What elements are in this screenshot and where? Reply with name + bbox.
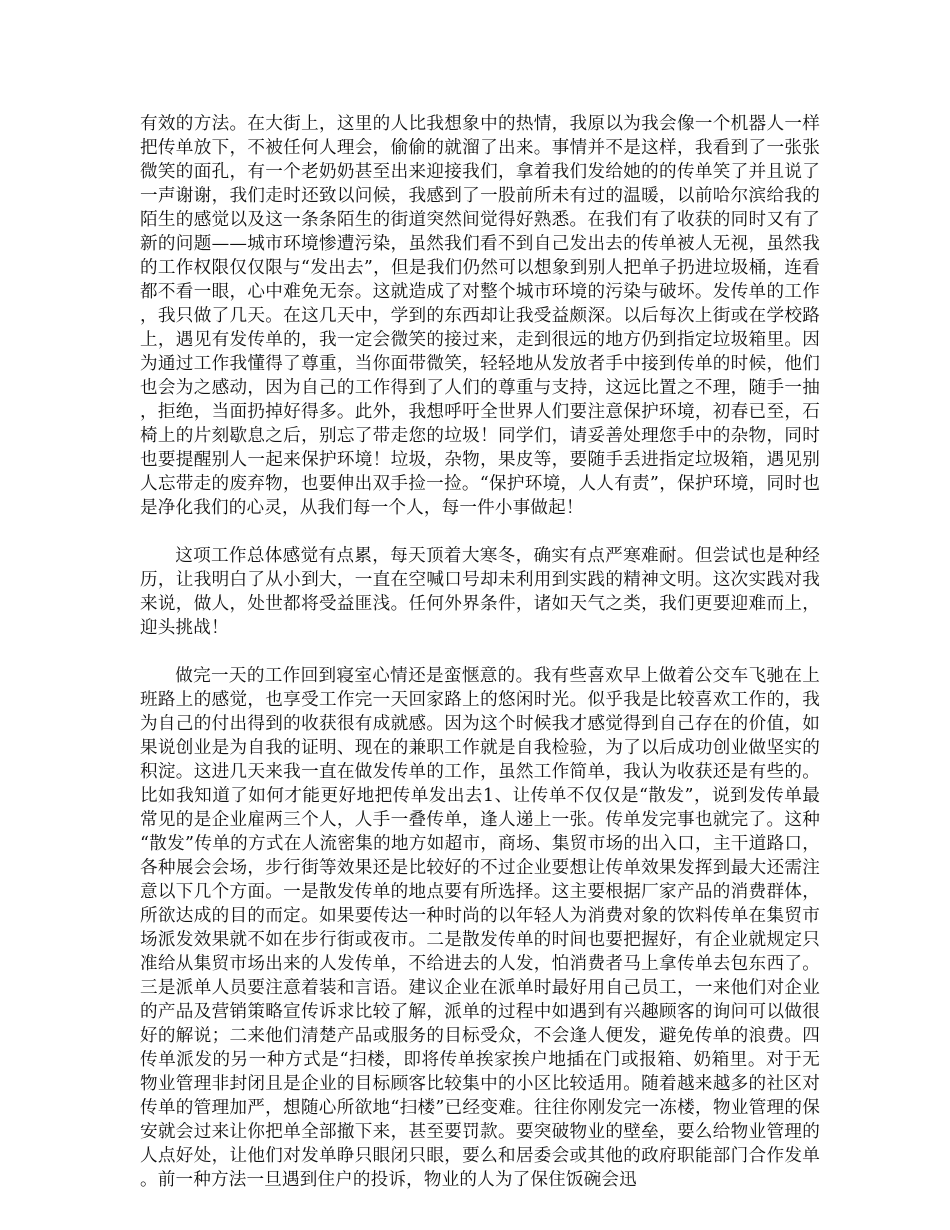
paragraph-1: 有效的方法。在大街上，这里的人比我想象中的热情，我原以为我会像一个机器人一样把传单放下，不被任何人理会，偷偷的就溜了出来。事情并不是这样，我看到了一张张微笑的面孔，有一个老奶奶甚至出来迎接我们，拿着我们发给她的的传单笑了并且说了一声谢谢，我们走时还致以问候，我感到了一股前所未有过的温暖，以前哈尔滨给我的陌生的感觉以及这一条条陌生的街道突然间觉得好熟悉。在我们有了收获的同时又有了新的问题——城市环境惨遭污染，虽然我们看不到自己发出去的传单被人无视，虽然我的工作权限仅仅限与“发出去”，但是我们仍然可以想象到别人把单子扔进垃圾桶，连看都不看一眼，心中难免无奈。这就造成了对整个城市环境的污染与破坏。发传单的工作，我只做了几天。在这几天中，学到的东西却让我受益颇深。以后每次上街或在学校路上，遇见有发传单的，我一定会微笑的接过来，走到很远的地方仍到指定垃圾箱里。因为通过工作我懂得了尊重，当你面带微笑，轻轻地从发放者手中接到传单的时候，他们也会为之感动，因为自己的工作得到了人们的尊重与支持，这远比置之不理，随手一抽，拒绝，当面扔掉好得多。此外，我想呼吁全世界人们要注意保护环境，初春已至，石椅上的片刻歇息之后，别忘了带走您的垃圾！同学们，请妥善处理您手中的杂物，同时也要提醒别人一起来保护环境！垃圾，杂物，果皮等，要随手丢进指定垃圾箱，遇见别人忘带走的废弃物，也要伸出双手捡一捡。“保护环境，人人有责”，保护环境，同时也是净化我们的心灵，从我们每一个人，每一件小事做起！	[140, 114, 820, 518]
paragraph-3: 做完一天的工作回到寝室心情还是蛮惬意的。我有些喜欢早上做着公交车飞驰在上班路上的感觉，也享受工作完一天回家路上的悠闲时光。似乎我是比较喜欢工作的，我为自己的付出得到的收获很有成就感。因为这个时候我才感觉得到自己存在的价值，如果说创业是为自我的证明、现在的兼职工作就是自我检验，为了以后成功创业做坚实的积淀。这进几天来我一直在做发传单的工作，虽然工作简单，我认为收获还是有些的。比如我知道了如何才能更好地把传单发出去1、让传单不仅仅是“散发”，说到发传单最常见的是企业雇两三个人，人手一叠传单，逢人递上一张。传单发完事也就完了。这种“散发”传单的方式在人流密集的地方如超市，商场、集贸市场的出入口，主干道路口，各种展会会场，步行街等效果还是比较好的不过企业要想让传单效果发挥到最大还需注意以下几个方面。一是散发传单的地点要有所选择。这主要根据厂家产品的消费群体，所欲达成的目的而定。如果要传达一种时尚的以年轻人为消费对象的饮料传单在集贸市场派发效果就不如在步行街或夜市。二是散发传单的时间也要把握好，有企业就规定只准给从集贸市场出来的人发传单，不给进去的人发，怕消费者马上拿传单去包东西了。三是派单人员要注意着装和言语。建议企业在派单时最好用自己员工，一来他们对企业的产品及营销策略宣传诉求比较了解，派单的过程中如遇到有兴趣顾客的询问可以做很好的解说；二来他们清楚产品或服务的目标受众，不会逢人便发，避免传单的浪费。四传单派发的另一种方式是“扫楼，即将传单挨家挨户地插在门或报箱、奶箱里。对于无物业管理非封闭且是企业的目标顾客比较集中的小区比较适用。随着越来越多的社区对传单的管理加严，想随心所欲地“扫楼”已经变难。往往你刚发完一冻楼，物业管理的保安就会过来让你把单全部撤下来，甚至要罚款。要突破物业的壁垒，要么给物业管理的人点好处，让他们对发单睁只眼闭只眼，要么和居委会或其他的政府职能部门合作发单。前一种方法一旦遇到住户的投诉，物业的人为了保住饭碗会迅	[140, 666, 820, 1190]
paragraph-2: 这项工作总体感觉有点累，每天顶着大寒冬，确实有点严寒难耐。但尝试也是种经历，让我明白了从小到大，一直在空喊口号却未利用到实践的精神文明。这次实践对我来说，做人，处世都将受益匪浅。任何外界条件，诸如天气之类，我们更要迎难而上，迎头挑战！	[140, 546, 820, 638]
document-page	[140, 112, 820, 1192]
